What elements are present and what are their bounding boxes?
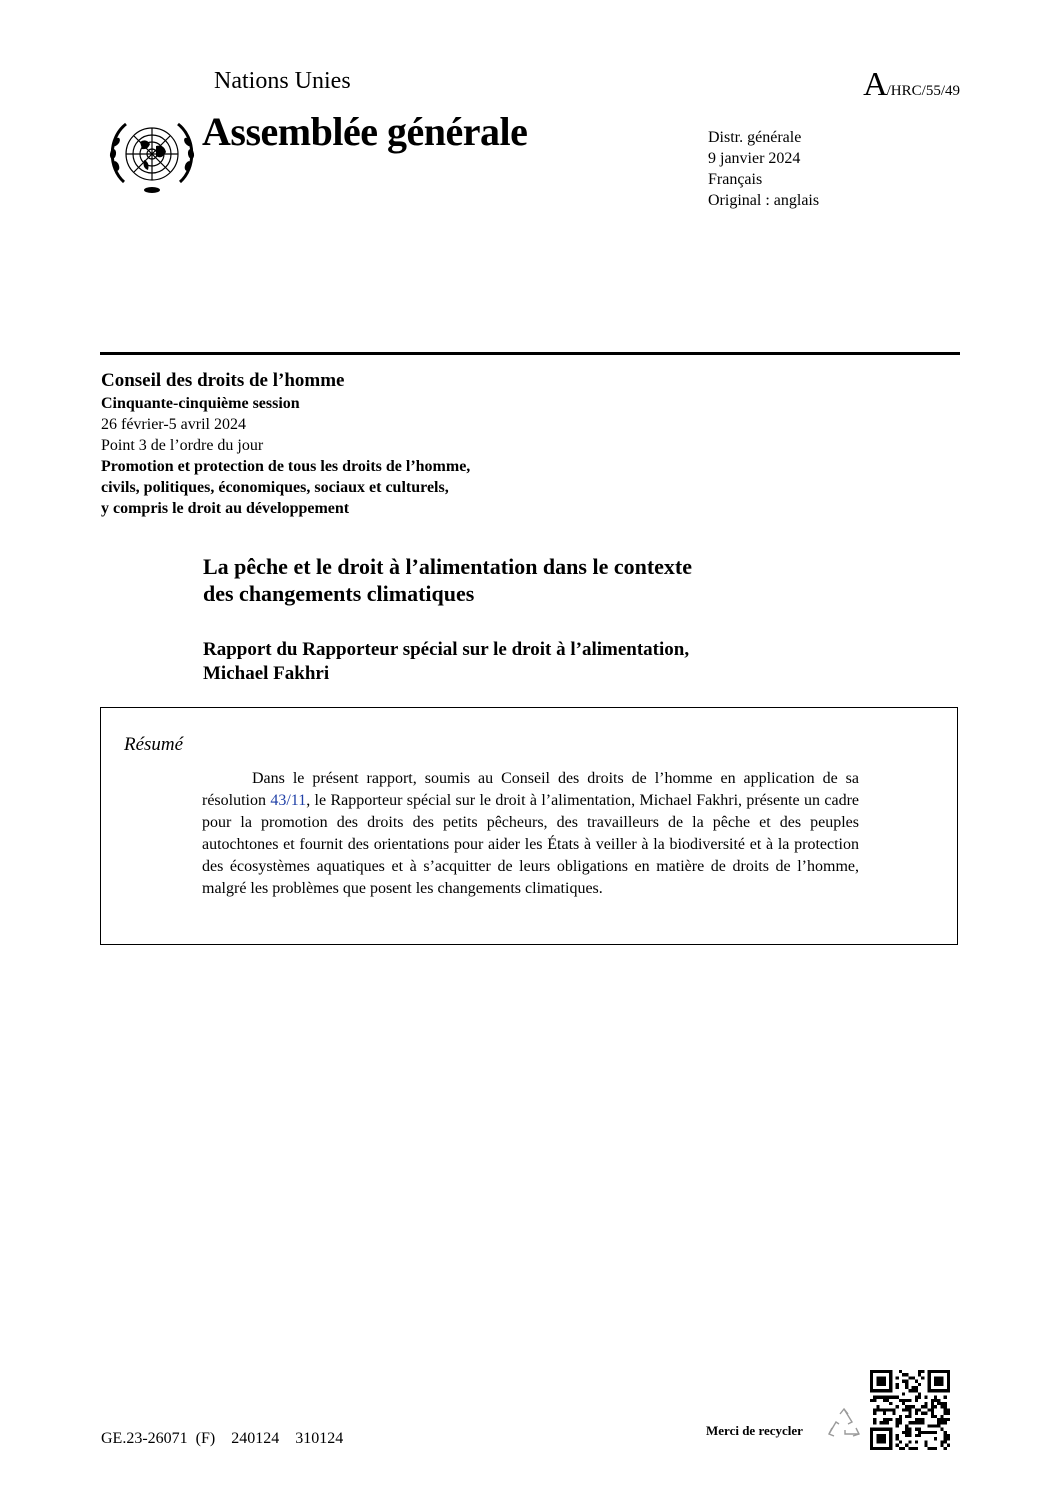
- header-divider: [100, 352, 960, 355]
- council-block: [101, 369, 621, 519]
- recycle-icon: [826, 1406, 862, 1442]
- summary-text-before: Dans le présent rapport, soumis au Conseil des droits de l’homme en application de sa résolution: [202, 770, 859, 809]
- distribution-line: Distr. générale: [708, 129, 802, 146]
- un-emblem-icon: [104, 112, 200, 198]
- title-line-1: La pêche et le droit à l’alimentation dans le contexte: [203, 554, 693, 579]
- original-language-line: Original : anglais: [708, 192, 820, 209]
- agenda-title-line-1: Promotion et protection de tous les droits de l’homme,: [101, 458, 471, 475]
- subtitle-line-2: Michael Fakhri: [203, 663, 330, 684]
- language-line: Français: [708, 171, 763, 188]
- resolution-link[interactable]: 43/11: [270, 792, 307, 809]
- symbol-rest: /HRC/55/49: [886, 83, 960, 99]
- job-number: GE.23-26071 (F) 240124 310124: [101, 1430, 344, 1447]
- document-symbol: [863, 66, 960, 104]
- organization-name: Nations Unies: [214, 68, 351, 94]
- session-name: Cinquante-cinquième session: [101, 395, 300, 412]
- agenda-title-line-3: y compris le droit au développement: [101, 500, 350, 517]
- summary-text-after: , le Rapporteur spécial sur le droit à l’alimentation, Michael Fakhri, présente un cadre pour la promotion des droits des petits pêcheurs, des travailleurs de la pêche et des peuples autochtones et fournit des orientations pour aider les États à veiller à la biodiversité et à la protection des écosystèmes aquatiques et à s’acquitter de leurs obligations en matière de droits de l’homme, malgré les problèmes que posent les changements climatiques.: [202, 792, 859, 897]
- recycle-label: Merci de recycler: [706, 1423, 803, 1438]
- symbol-prefix: A: [863, 66, 887, 103]
- document-title: [203, 553, 823, 607]
- council-name: Conseil des droits de l’homme: [101, 370, 345, 391]
- qr-code-icon: [870, 1370, 950, 1450]
- body-title: Assemblée générale: [202, 109, 528, 154]
- session-dates: 26 février-5 avril 2024: [101, 416, 246, 433]
- summary-paragraph: [202, 768, 859, 900]
- summary-box: [100, 707, 958, 945]
- agenda-item: Point 3 de l’ordre du jour: [101, 437, 264, 454]
- date-line: 9 janvier 2024: [708, 150, 801, 167]
- agenda-title-line-2: civils, politiques, économiques, sociaux et culturels,: [101, 479, 449, 496]
- title-line-2: des changements climatiques: [203, 581, 475, 606]
- distribution-info: [708, 127, 819, 211]
- document-subtitle: [203, 638, 843, 686]
- subtitle-line-1: Rapport du Rapporteur spécial sur le droit à l’alimentation,: [203, 639, 690, 660]
- summary-heading: Résumé: [124, 734, 184, 755]
